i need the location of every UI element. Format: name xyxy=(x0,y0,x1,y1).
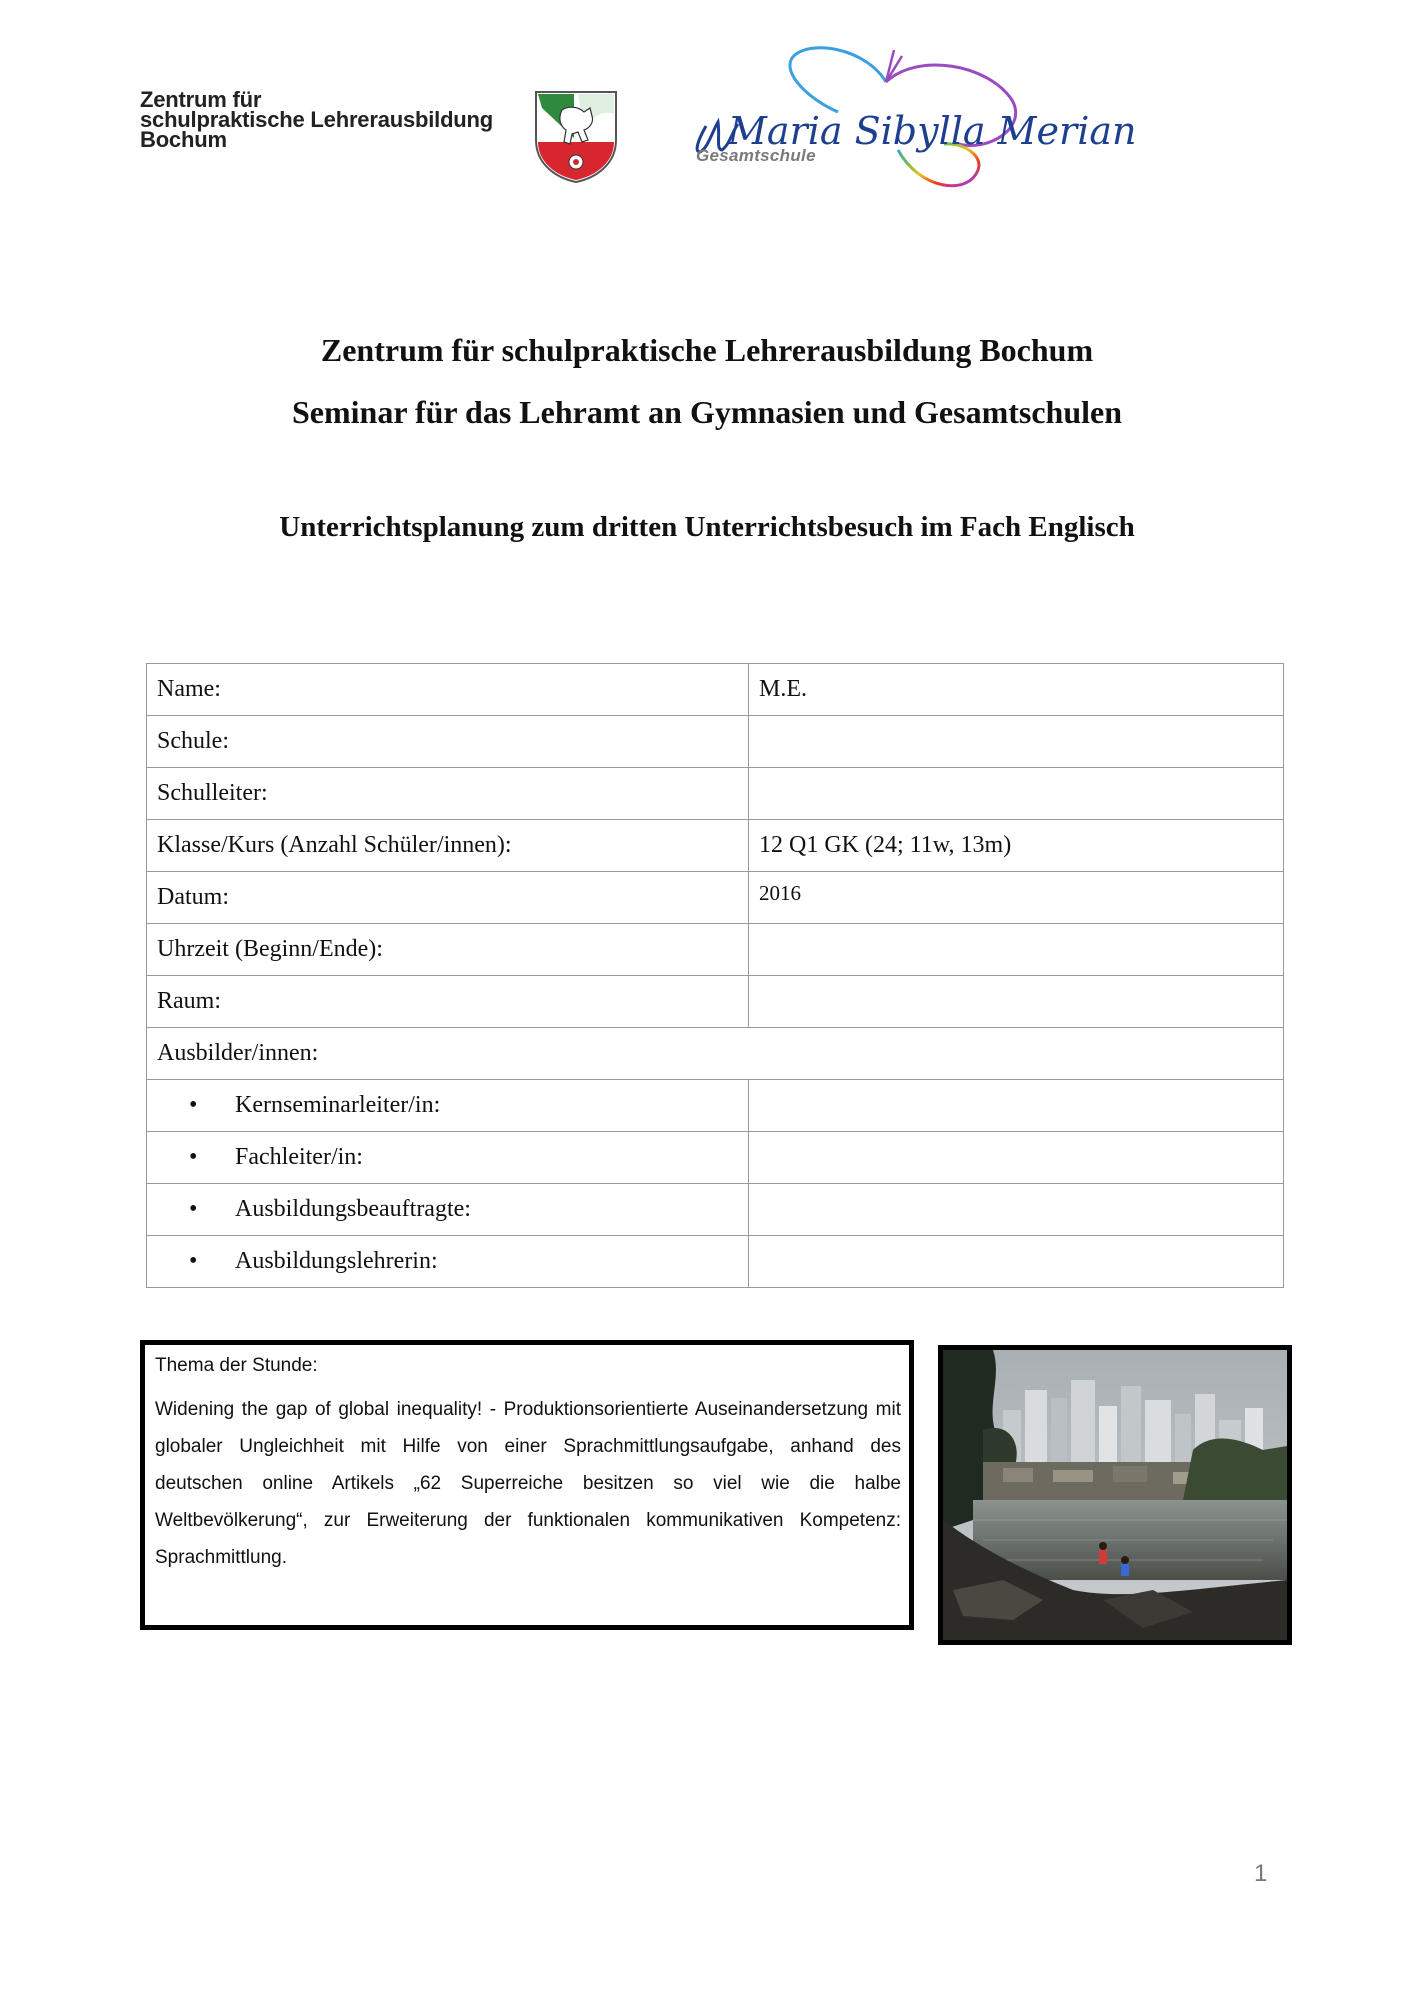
table-row xyxy=(147,872,1284,924)
value-subject-leader xyxy=(749,1132,1284,1184)
value-date-text: 2016 xyxy=(759,881,801,905)
nrw-crest-icon xyxy=(532,88,620,184)
value-principal xyxy=(749,768,1284,820)
topic-text: Widening the gap of global inequality! - Produktionsorientierte Auseinandersetzung mit globaler Ungleichheit mit Hilfe von einer Sprachmittlungsaufgabe, anhand des deutschen online Artikels „62 Superreiche besitzen so viel wie die halbe Weltbevölkerung“, zur Erweiterung der funktionalen kommunikativen Kompetenz: Sprachmittlung. xyxy=(155,1399,901,1568)
label-room: Raum: xyxy=(147,976,749,1028)
value-room xyxy=(749,976,1284,1028)
label-training-officer xyxy=(147,1184,749,1236)
label-core-seminar-leader-text: Kernseminarleiter/in: xyxy=(235,1092,441,1118)
zfsl-logo xyxy=(140,88,620,188)
label-training-teacher-text: Ausbildungslehrerin: xyxy=(235,1248,438,1274)
school-logo xyxy=(688,40,1137,200)
zfsl-logo-line-3: Bochum xyxy=(140,127,227,152)
label-class: Klasse/Kurs (Anzahl Schüler/innen): xyxy=(147,820,749,872)
bullet: • xyxy=(189,1248,198,1274)
label-subject-leader xyxy=(147,1132,749,1184)
value-core-seminar-leader xyxy=(749,1080,1284,1132)
value-time xyxy=(749,924,1284,976)
label-training-teacher xyxy=(147,1236,749,1288)
topic-box xyxy=(140,1340,914,1630)
value-name: M.E. xyxy=(749,664,1284,716)
table-row xyxy=(147,976,1284,1028)
title-lesson-plan: Unterrichtsplanung zum dritten Unterrichtsbesuch im Fach Englisch xyxy=(279,511,1135,543)
table-row xyxy=(147,1080,1284,1132)
bullet: • xyxy=(189,1196,198,1222)
value-training-teacher xyxy=(749,1236,1284,1288)
table-row xyxy=(147,1132,1284,1184)
page-number: 1 xyxy=(1254,1860,1268,1887)
label-name: Name: xyxy=(147,664,749,716)
zfsl-logo-line-2: schulpraktische Lehrerausbildung xyxy=(140,107,494,132)
bullet: • xyxy=(189,1144,198,1170)
table-row xyxy=(147,1028,1284,1080)
title-seminar: Seminar für das Lehramt an Gymnasien und Gesamtschulen xyxy=(291,394,1123,430)
label-training-officer-text: Ausbildungsbeauftragte: xyxy=(235,1196,471,1222)
zfsl-logo-text xyxy=(140,87,494,152)
value-date xyxy=(749,872,1284,924)
school-logo-subtitle: Gesamtschule xyxy=(696,146,816,165)
label-trainers: Ausbilder/innen: xyxy=(147,1028,1284,1080)
bullet: • xyxy=(189,1092,198,1118)
label-core-seminar-leader xyxy=(147,1080,749,1132)
label-school: Schule: xyxy=(147,716,749,768)
label-subject-leader-text: Fachleiter/in: xyxy=(235,1144,363,1170)
table-row xyxy=(147,1236,1284,1288)
table-row xyxy=(147,1184,1284,1236)
table-row xyxy=(147,716,1284,768)
label-time: Uhrzeit (Beginn/Ende): xyxy=(147,924,749,976)
label-date: Datum: xyxy=(147,872,749,924)
value-class: 12 Q1 GK (24; 11w, 13m) xyxy=(749,820,1284,872)
topic-photo xyxy=(938,1345,1292,1645)
table-row xyxy=(147,820,1284,872)
label-principal: Schulleiter: xyxy=(147,768,749,820)
title-institution: Zentrum für schulpraktische Lehrerausbildung Bochum xyxy=(320,332,1094,368)
butterfly-logo-icon xyxy=(688,40,1137,200)
info-table xyxy=(146,663,1284,1288)
value-school xyxy=(749,716,1284,768)
topic-heading: Thema der Stunde: xyxy=(155,1355,318,1376)
table-row xyxy=(147,924,1284,976)
table-row xyxy=(147,664,1284,716)
school-logo-script: Maria Sibylla Merian xyxy=(728,109,1137,153)
city-slum-photo-image xyxy=(943,1350,1287,1640)
table-row xyxy=(147,768,1284,820)
zfsl-logo-line-1: Zentrum für xyxy=(140,87,262,112)
value-training-officer xyxy=(749,1184,1284,1236)
